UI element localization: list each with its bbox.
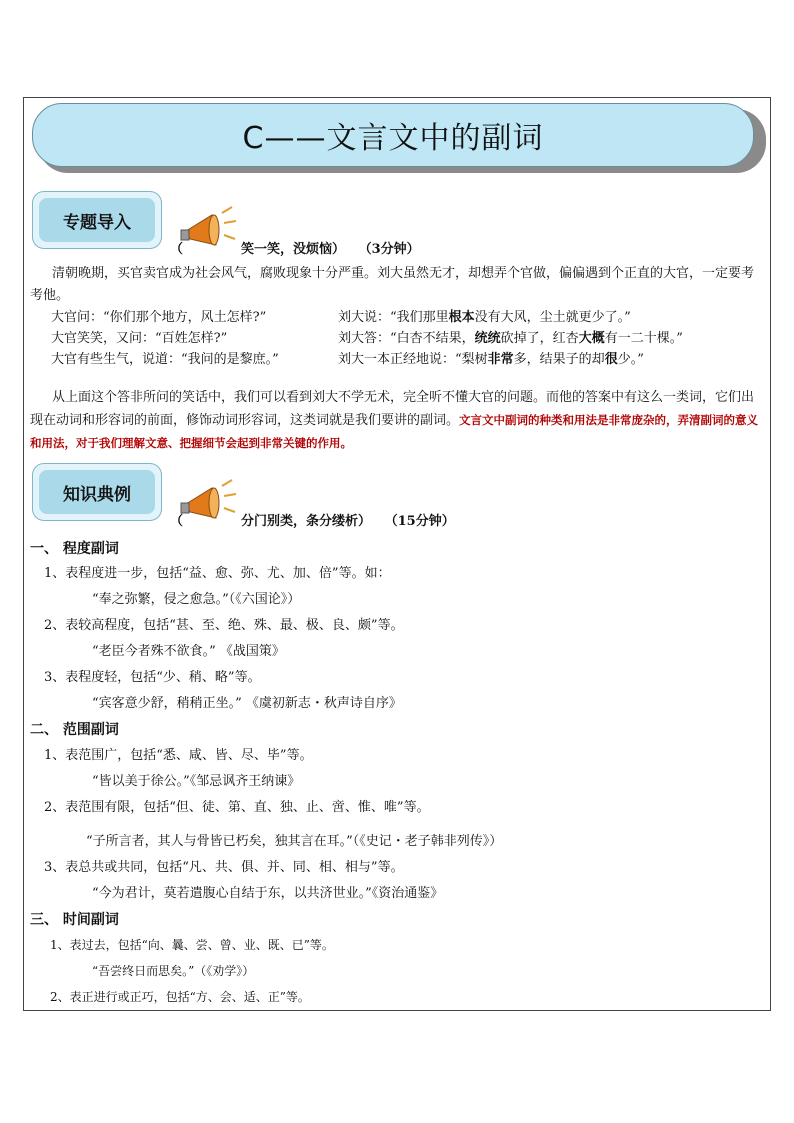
intro-subtitle [170, 238, 420, 257]
intro-subtitle-open: （ [170, 242, 184, 257]
intro-subtitle-text: 笑一笑，没烦恼） [241, 242, 346, 257]
knowledge-subtitle-time: （15分钟） [384, 514, 455, 529]
heading-scope-adverbs: 二、 范围副词 [30, 722, 119, 738]
intro-paragraph-1: 清朝晚期，买官卖官成为社会风气，腐败现象十分严重。刘大虽然无才，却想弄个官做，偏偏遇到个正直的大官，一定要考考他。 [30, 266, 755, 303]
emphasis: 很 [604, 352, 618, 367]
heading-degree-adverbs: 一、 程度副词 [30, 541, 119, 557]
highlight-text: 文言文中副词的种类和用法是非常庞杂的，弄清副词的意义和用法，对于我们理解文意、把握细节会起到非常关键的作用。 [30, 413, 759, 450]
paragraph-text: 从上面这个答非所问的笑话中，我们可以看到刘大不学无术，完全听不懂大官的问题。而他的答案中有这么一类词，它们出现在动词和形容词的前面，修饰动词形容词，这类词就是我们要讲的副词。 [30, 390, 755, 428]
example-quote: “皆以美于徐公。”《邹忌讽齐王纳谏》 [92, 774, 301, 789]
emphasis: 统统 [474, 331, 501, 346]
dialogue-right-3 [338, 349, 644, 370]
emphasis: 根本 [448, 310, 475, 325]
section-badge-intro [32, 191, 162, 249]
dialogue-left-2: 大官笑笑，又问：“百姓怎样?” [51, 331, 228, 346]
example-quote: “老臣今者殊不欲食。” 《战国策》 [92, 644, 285, 659]
knowledge-subtitle-open: （ [170, 514, 184, 529]
heading-time-adverbs: 三、 时间副词 [30, 912, 119, 928]
example-quote: “奉之弥繁，侵之愈急。”（《六国论》） [92, 592, 301, 607]
dialogue-left-3: 大官有些生气，说道：“我问的是黎庶。” [51, 352, 279, 367]
list-item: 2、表正进行或正巧，包括“方、会、适、正”等。 [50, 990, 310, 1004]
dialogue-right-2 [338, 328, 683, 349]
example-quote: “子所言者，其人与骨皆已朽矣，独其言在耳。”（《史记・老子韩非列传》） [86, 834, 503, 849]
text: 刘大一本正经地说：“梨树 [338, 352, 488, 367]
example-quote: “吾尝终日而思矣。”（《劝学》） [92, 964, 255, 978]
dialogue-left-1: 大官问：“你们那个地方，风土怎样?” [51, 310, 267, 325]
page-title: C——文言文中的副词 [32, 103, 754, 167]
text: 砍掉了，红杏 [500, 331, 579, 346]
text: 刘大答：“白杏不结果， [338, 331, 475, 346]
intro-subtitle-time: （3分钟） [358, 242, 420, 257]
list-item: 1、表程度进一步，包括“益、愈、弥、尤、加、倍”等。如： [44, 566, 391, 581]
emphasis: 大概 [578, 331, 605, 346]
list-item: 2、表较高程度，包括“甚、至、绝、殊、最、极、良、颇”等。 [44, 618, 404, 633]
emphasis: 非常 [487, 352, 514, 367]
knowledge-subtitle-text: 分门别类，条分缕析） [241, 514, 372, 529]
section-label-intro: 专题导入 [39, 198, 155, 242]
list-item: 2、表范围有限，包括“但、徒、第、直、独、止、啻、惟、唯”等。 [44, 800, 430, 815]
list-item: 3、表总共或共同，包括“凡、共、俱、并、同、相、相与”等。 [44, 860, 404, 875]
list-item: 1、表范围广，包括“悉、咸、皆、尽、毕”等。 [44, 748, 313, 763]
section-label-knowledge: 知识典例 [39, 470, 155, 514]
section-badge-knowledge [32, 463, 162, 521]
example-quote: “宾客意少舒，稍稍正坐。” 《虞初新志・秋声诗自序》 [92, 696, 402, 711]
example-quote: “今为君计，莫若遣腹心自结于东，以共济世业。”《资治通鉴》 [92, 886, 444, 901]
list-item: 1、表过去，包括“向、曩、尝、曾、业、既、已”等。 [50, 938, 334, 952]
intro-paragraph-2 [30, 387, 766, 455]
text: 有一二十棵。” [604, 331, 683, 346]
list-item: 3、表程度轻，包括“少、稍、略”等。 [44, 670, 261, 685]
knowledge-subtitle [170, 510, 455, 529]
dialogue-right-1 [338, 307, 631, 328]
text: 少。” [617, 352, 644, 367]
text: 多，结果子的却 [513, 352, 605, 367]
text: 没有大风，尘土就更少了。” [474, 310, 631, 325]
text: 刘大说：“我们那里 [338, 310, 449, 325]
